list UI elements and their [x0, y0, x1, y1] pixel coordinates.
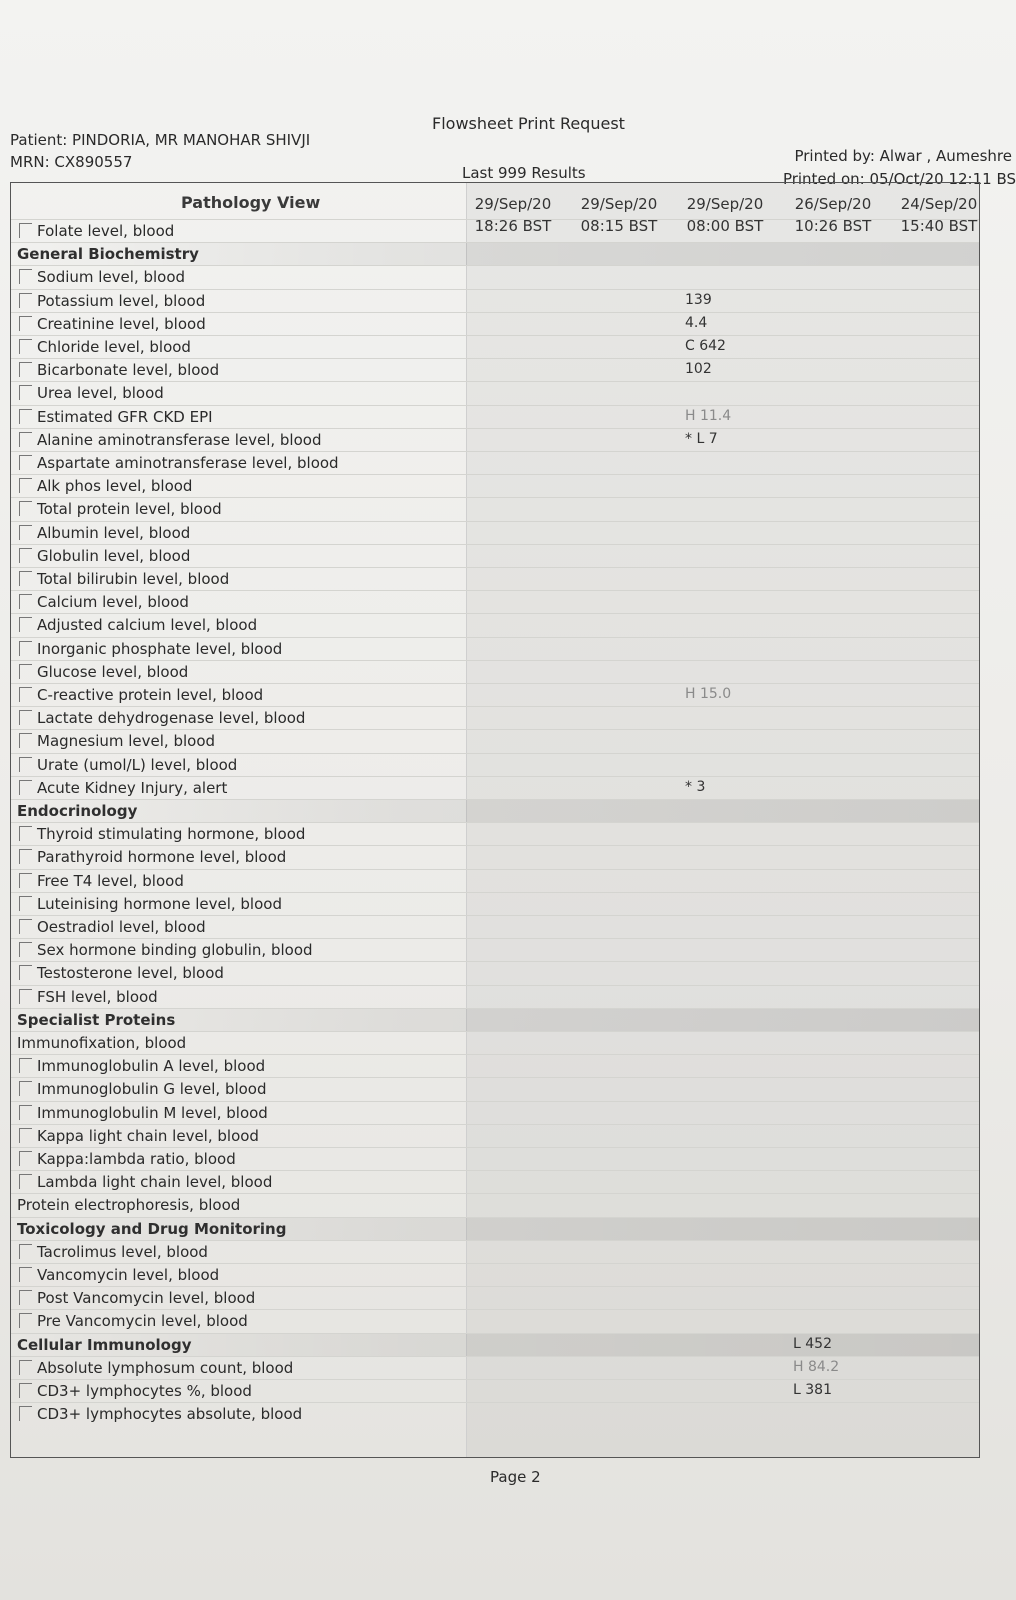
row-checkbox[interactable]	[19, 641, 32, 656]
test-label: CD3+ lymphocytes absolute, blood	[37, 1405, 303, 1424]
test-label: Albumin level, blood	[37, 523, 191, 542]
result-value: L 452	[793, 1335, 832, 1352]
test-row	[11, 660, 980, 683]
test-row	[11, 428, 980, 451]
test-row	[11, 474, 980, 497]
column-time: 18:26 BST	[474, 217, 552, 235]
test-row	[11, 915, 980, 938]
flowsheet-table	[10, 182, 980, 1458]
test-row	[11, 312, 980, 335]
row-checkbox[interactable]	[19, 1151, 32, 1166]
test-label: Pre Vancomycin level, blood	[37, 1312, 248, 1331]
printed-on: Printed on: 05/Oct/20 12:11 BS	[782, 170, 1016, 188]
row-checkbox[interactable]	[19, 1174, 32, 1189]
row-checkbox[interactable]	[19, 1360, 32, 1375]
test-label: Post Vancomycin level, blood	[37, 1289, 256, 1308]
test-label: Vancomycin level, blood	[37, 1266, 220, 1284]
test-label: Adjusted calcium level, blood	[37, 616, 258, 635]
row-checkbox[interactable]	[19, 687, 32, 702]
test-row	[11, 776, 980, 799]
test-row	[11, 845, 980, 868]
test-row	[11, 335, 980, 358]
test-label: Creatinine level, blood	[37, 314, 206, 333]
row-checkbox[interactable]	[19, 1128, 32, 1143]
test-label: Immunoglobulin G level, blood	[37, 1080, 267, 1099]
row-checkbox[interactable]	[19, 316, 32, 331]
column-time: 15:40 BST	[900, 217, 978, 235]
row-checkbox[interactable]	[19, 780, 32, 795]
section-header	[11, 1333, 980, 1356]
test-row	[11, 1124, 980, 1147]
test-row	[11, 753, 980, 776]
column-date: 26/Sep/20	[794, 195, 872, 213]
test-row	[11, 1031, 980, 1054]
test-row	[11, 1170, 980, 1193]
column-date: 29/Sep/20	[580, 195, 658, 213]
row-checkbox[interactable]	[19, 1313, 32, 1328]
test-label: Cellular Immunology	[17, 1335, 192, 1354]
row-checkbox[interactable]	[19, 942, 32, 957]
page-number: Page 2	[490, 1468, 541, 1486]
column-time: 10:26 BST	[794, 217, 872, 235]
row-checkbox[interactable]	[19, 1105, 32, 1120]
result-value: 102	[685, 361, 712, 378]
row-checkbox[interactable]	[19, 873, 32, 888]
test-row	[11, 822, 980, 845]
row-checkbox[interactable]	[19, 733, 32, 748]
result-value: C 642	[685, 338, 726, 354]
patient-mrn: MRN: CX890557	[10, 153, 133, 171]
row-checkbox[interactable]	[19, 617, 32, 632]
row-checkbox[interactable]	[19, 1081, 32, 1096]
test-label: Kappa light chain level, blood	[37, 1126, 259, 1145]
row-checkbox[interactable]	[19, 455, 32, 470]
test-label: Specialist Proteins	[17, 1010, 176, 1029]
test-label: Potassium level, blood	[37, 291, 206, 310]
test-label: Immunofixation, blood	[17, 1034, 187, 1052]
test-row	[11, 265, 980, 288]
printed-by: Printed by: Alwar , Aumeshre	[794, 147, 1012, 165]
test-label: Testosterone level, blood	[37, 964, 224, 983]
test-row	[11, 1077, 980, 1100]
row-checkbox[interactable]	[19, 664, 32, 679]
test-row	[11, 961, 980, 984]
test-row	[11, 1147, 980, 1170]
row-checkbox[interactable]	[19, 1058, 32, 1073]
row-checkbox[interactable]	[19, 293, 32, 308]
result-value: L 381	[793, 1382, 832, 1398]
test-label: Bicarbonate level, blood	[37, 361, 220, 380]
test-label: Calcium level, blood	[37, 593, 189, 612]
test-label: Alanine aminotransferase level, blood	[37, 430, 322, 449]
test-row	[11, 567, 980, 590]
test-label: CD3+ lymphocytes %, blood	[37, 1382, 252, 1400]
row-checkbox[interactable]	[19, 525, 32, 540]
row-checkbox[interactable]	[19, 1290, 32, 1305]
test-row	[11, 1263, 980, 1286]
test-row	[11, 1309, 980, 1332]
test-label: Immunoglobulin M level, blood	[37, 1103, 268, 1122]
row-checkbox[interactable]	[19, 478, 32, 493]
test-label: General Biochemistry	[17, 245, 199, 264]
test-label: Total protein level, blood	[37, 500, 222, 519]
row-checkbox[interactable]	[19, 965, 32, 980]
row-checkbox[interactable]	[19, 1383, 32, 1398]
test-label: Sodium level, blood	[37, 268, 186, 287]
test-row	[11, 521, 980, 544]
test-row	[11, 938, 980, 961]
test-label: Urate (umol/L) level, blood	[37, 755, 238, 774]
result-value: * 3	[685, 778, 706, 795]
test-row	[11, 613, 980, 636]
column-date: 24/Sep/20	[900, 195, 978, 213]
test-label: C-reactive protein level, blood	[37, 686, 264, 704]
test-row	[11, 1101, 980, 1124]
test-label: Parathyroid hormone level, blood	[37, 848, 287, 867]
test-label: Thyroid stimulating hormone, blood	[37, 825, 306, 844]
test-label: Immunoglobulin A level, blood	[37, 1057, 266, 1076]
test-row	[11, 637, 980, 660]
section-header	[11, 799, 980, 822]
row-checkbox[interactable]	[19, 757, 32, 772]
test-row	[11, 544, 980, 567]
test-label: Lambda light chain level, blood	[37, 1173, 273, 1192]
row-checkbox[interactable]	[19, 432, 32, 447]
test-label: Absolute lymphosum count, blood	[37, 1358, 294, 1377]
result-value: 139	[685, 291, 712, 308]
test-label: Acute Kidney Injury, alert	[37, 778, 228, 797]
view-title: Pathology View	[181, 193, 321, 212]
test-label: Aspartate aminotransferase level, blood	[37, 454, 339, 472]
test-label: FSH level, blood	[37, 987, 158, 1006]
row-checkbox[interactable]	[19, 1406, 32, 1421]
test-label: Urea level, blood	[37, 384, 164, 403]
column-time: 08:00 BST	[686, 217, 764, 235]
row-checkbox[interactable]	[19, 339, 32, 354]
test-row	[11, 1240, 980, 1263]
column-time: 08:15 BST	[580, 217, 658, 235]
test-row	[11, 892, 980, 915]
test-row	[11, 706, 980, 729]
result-value: H 11.4	[685, 407, 732, 424]
row-checkbox[interactable]	[19, 826, 32, 841]
test-row	[11, 1054, 980, 1077]
test-row	[11, 985, 980, 1008]
row-checkbox[interactable]	[19, 409, 32, 424]
patient-name: Patient: PINDORIA, MR MANOHAR SHIVJI	[10, 131, 311, 149]
test-label: Sex hormone binding globulin, blood	[37, 941, 313, 960]
test-label: Alk phos level, blood	[37, 477, 193, 496]
test-label: Folate level, blood	[37, 222, 175, 240]
test-row	[11, 1193, 980, 1216]
test-label: Endocrinology	[17, 802, 138, 820]
row-checkbox[interactable]	[19, 896, 32, 911]
row-checkbox[interactable]	[19, 571, 32, 586]
test-label: Estimated GFR CKD EPI	[37, 407, 213, 426]
row-checkbox[interactable]	[19, 362, 32, 377]
section-header	[11, 1008, 980, 1031]
report-title: Flowsheet Print Request	[432, 114, 625, 133]
row-checkbox[interactable]	[19, 1244, 32, 1259]
result-value: 4.4	[685, 314, 708, 331]
row-checkbox[interactable]	[19, 710, 32, 725]
test-label: Magnesium level, blood	[37, 732, 216, 751]
test-label: Glucose level, blood	[37, 662, 189, 681]
row-checkbox[interactable]	[19, 501, 32, 516]
test-row	[11, 1356, 980, 1379]
row-checkbox[interactable]	[19, 223, 32, 238]
test-row	[11, 683, 980, 706]
test-label: Oestradiol level, blood	[37, 918, 206, 936]
test-label: Lactate dehydrogenase level, blood	[37, 709, 306, 728]
row-checkbox[interactable]	[19, 989, 32, 1004]
test-label: Total bilirubin level, blood	[37, 570, 230, 588]
row-checkbox[interactable]	[19, 919, 32, 934]
test-row	[11, 497, 980, 520]
test-row	[11, 405, 980, 428]
test-label: Chloride level, blood	[37, 338, 191, 356]
test-row	[11, 451, 980, 474]
test-row	[11, 1286, 980, 1309]
test-label: Protein electrophoresis, blood	[17, 1196, 241, 1215]
test-label: Free T4 level, blood	[37, 871, 184, 890]
results-range: Last 999 Results	[462, 164, 586, 182]
test-row	[11, 729, 980, 752]
row-checkbox[interactable]	[19, 269, 32, 284]
test-row	[11, 358, 980, 381]
result-value: H 15.0	[685, 686, 732, 702]
test-row	[11, 381, 980, 404]
row-checkbox[interactable]	[19, 849, 32, 864]
row-checkbox[interactable]	[19, 548, 32, 563]
test-label: Luteinising hormone level, blood	[37, 894, 282, 913]
section-header	[11, 242, 980, 265]
test-label: Toxicology and Drug Monitoring	[17, 1219, 287, 1238]
column-date: 29/Sep/20	[686, 195, 764, 213]
test-row	[11, 219, 980, 242]
test-label: Tacrolimus level, blood	[37, 1242, 208, 1261]
test-row	[11, 289, 980, 312]
row-checkbox[interactable]	[19, 1267, 32, 1282]
section-header	[11, 1217, 980, 1240]
test-row	[11, 869, 980, 892]
result-value: * L 7	[685, 430, 718, 447]
test-label: Kappa:lambda ratio, blood	[37, 1150, 236, 1168]
column-date: 29/Sep/20	[474, 195, 552, 213]
test-row	[11, 1402, 980, 1425]
test-row	[11, 590, 980, 613]
test-label: Inorganic phosphate level, blood	[37, 639, 283, 658]
test-row	[11, 1379, 980, 1402]
result-value: H 84.2	[793, 1358, 840, 1375]
row-checkbox[interactable]	[19, 385, 32, 400]
row-checkbox[interactable]	[19, 594, 32, 609]
test-label: Globulin level, blood	[37, 546, 191, 565]
